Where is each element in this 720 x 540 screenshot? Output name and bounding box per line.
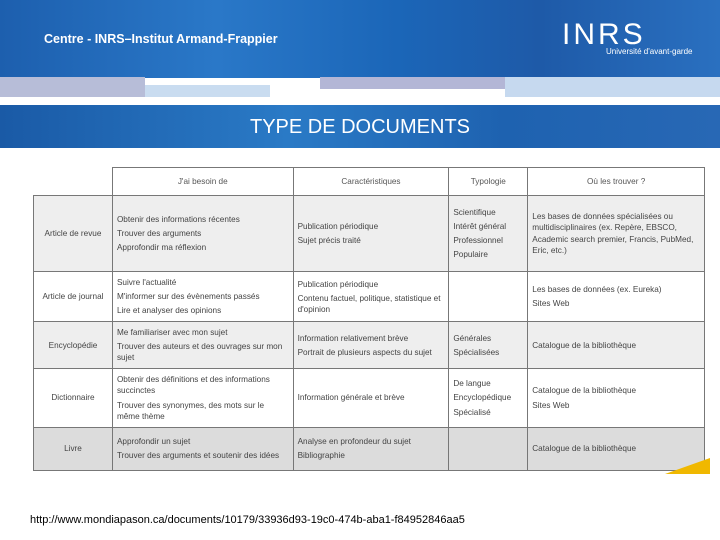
cell-features	[293, 272, 449, 322]
document-types-table	[33, 167, 705, 471]
cell-line: Suivre l'actualité	[116, 278, 177, 287]
cell-line: Publication périodique	[297, 221, 379, 231]
table-row	[34, 272, 705, 322]
table-row	[34, 369, 705, 427]
cell-line: Publication périodique	[297, 279, 379, 289]
cell-line: Catalogue de la bibliothèque	[532, 340, 637, 350]
logo-tagline: Université d'avant-garde	[606, 47, 693, 56]
cell-needs	[112, 322, 293, 369]
source-url: http://www.mondiapason.ca/documents/10179/33936d93-19c0-474b-aba1-f84952846aa5	[30, 514, 465, 526]
cell-where	[528, 369, 705, 427]
cell-line: Catalogue de la bibliothèque	[532, 444, 637, 454]
cell-line: Encyclopédique	[453, 393, 512, 403]
cell-line: Spécialisées	[453, 347, 500, 357]
cell-line: Générales	[453, 333, 492, 343]
cell-line: Information relativement brève	[297, 333, 409, 343]
cell-line: Lire et analyser des opinions	[116, 306, 222, 316]
cell-line: Sujet précis traité	[297, 236, 361, 245]
cell-needs	[112, 272, 293, 322]
cell-where	[528, 427, 705, 470]
column-header: Où les trouver ?	[528, 168, 705, 196]
cell-line: Obtenir des informations récentes	[116, 214, 240, 224]
cell-line: Catalogue de la bibliothèque	[532, 386, 637, 396]
document-type: Article de journal	[34, 272, 113, 322]
document-type: Encyclopédie	[34, 322, 113, 369]
cell-needs	[112, 369, 293, 427]
page-title: TYPE DE DOCUMENTS	[249, 116, 471, 138]
cell-line: Les bases de données (ex. Eureka)	[532, 285, 662, 295]
cell-line: Bibliographie	[297, 451, 345, 461]
cell-line: Obtenir des définitions et des informations succinctes	[116, 375, 270, 396]
cell-typology	[449, 322, 528, 369]
cell-line: Analyse en profondeur du sujet	[297, 437, 411, 447]
cell-line: Approfondir ma réflexion	[116, 243, 207, 253]
inrs-logo: INRS	[562, 18, 646, 51]
cell-where	[528, 322, 705, 369]
cell-line: Populaire	[453, 250, 488, 260]
cell-where	[528, 272, 705, 322]
cell-line: Trouver des arguments et soutenir des idées	[116, 451, 280, 461]
cell-line: M'informer sur des évènements passés	[116, 292, 260, 302]
cell-typology	[449, 427, 528, 470]
column-header: Caractéristiques	[293, 168, 449, 196]
document-type: Dictionnaire	[34, 369, 113, 427]
cell-line: Intérêt général	[453, 221, 507, 231]
cell-line: Professionnel	[453, 236, 503, 245]
cell-line: Trouver des synonymes, des mots sur le même thème	[116, 400, 265, 421]
cell-features	[293, 322, 449, 369]
cell-needs	[112, 196, 293, 272]
decor-strip	[0, 77, 145, 97]
document-type: Livre	[34, 427, 113, 470]
cell-needs	[112, 427, 293, 470]
cell-typology	[449, 272, 528, 322]
cell-line: Approfondir un sujet	[116, 437, 191, 447]
table-row	[34, 427, 705, 470]
cell-typology	[449, 369, 528, 427]
document-type: Article de revue	[34, 196, 113, 272]
cell-line: Me familiariser avec mon sujet	[116, 328, 228, 338]
cell-typology	[449, 196, 528, 272]
table-row	[34, 322, 705, 369]
cell-features	[293, 196, 449, 272]
cell-where	[528, 196, 705, 272]
cell-features	[293, 369, 449, 427]
decor-strip	[145, 85, 270, 97]
cell-line: De langue	[453, 379, 491, 389]
column-header: J'ai besoin de	[112, 168, 293, 196]
cell-line: Trouver des arguments	[116, 228, 202, 238]
center-name: Centre - INRS–Institut Armand-Frappier	[44, 32, 278, 46]
cell-line: Sites Web	[532, 299, 570, 309]
cell-line: Les bases de données spécialisées ou multidisciplinaires (ex. Repère, EBSCO, Academic search premier, Francis, PubMed, Eric, etc.)	[532, 212, 694, 255]
cell-line: Scientifique	[453, 207, 496, 217]
cell-line: Trouver des auteurs et des ouvrages sur mon sujet	[116, 342, 283, 363]
cell-line: Contenu factuel, politique, statistique et d'opinion	[297, 293, 441, 314]
cell-line: Sites Web	[532, 400, 570, 410]
cell-line: Information générale et brève	[297, 393, 405, 403]
cell-features	[293, 427, 449, 470]
cell-line: Portrait de plusieurs aspects du sujet	[297, 347, 432, 357]
column-header	[34, 168, 113, 196]
column-header: Typologie	[449, 168, 528, 196]
cell-line: Spécialisé	[453, 407, 491, 417]
table-row	[34, 196, 705, 272]
decor-strip	[505, 77, 720, 97]
